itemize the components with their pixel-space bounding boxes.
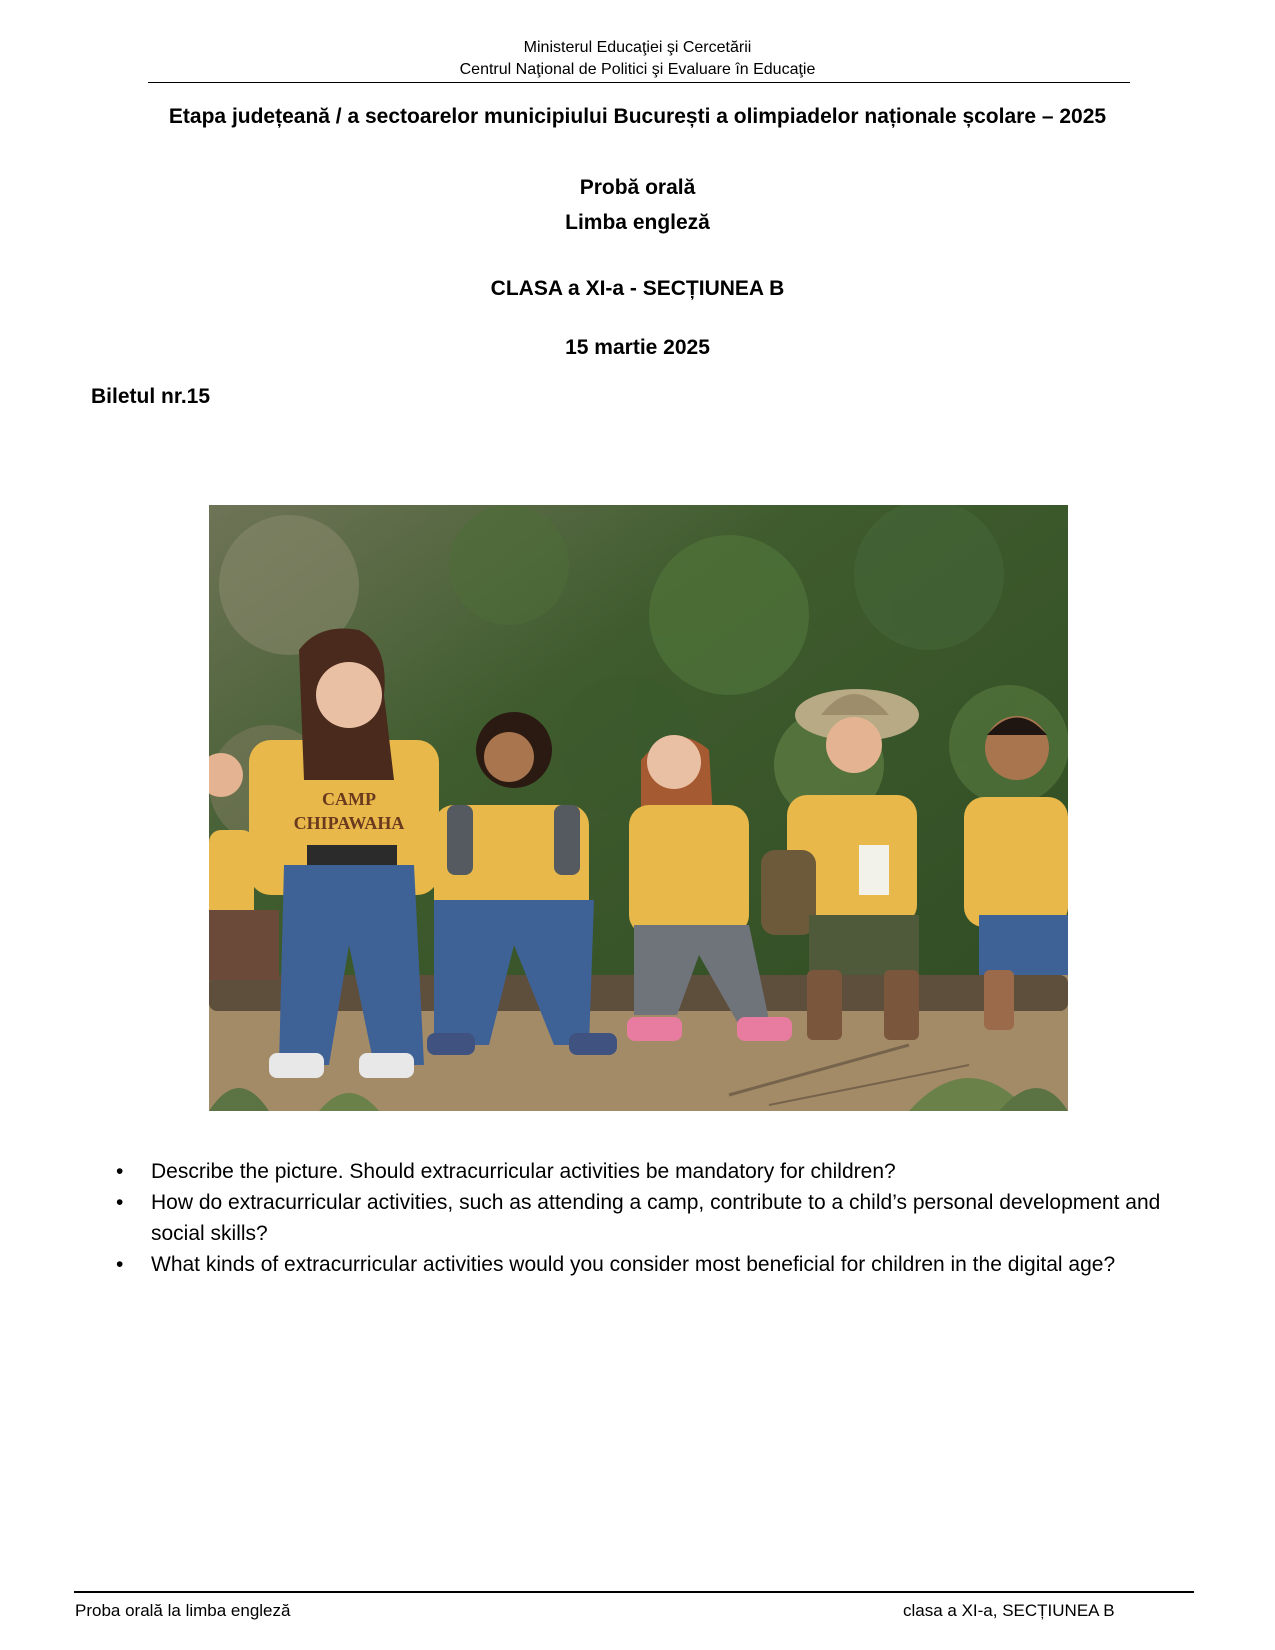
exam-date: 15 martie 2025	[565, 336, 710, 359]
list-item	[110, 1187, 1170, 1249]
list-item	[110, 1156, 1170, 1187]
camp-photo	[209, 505, 1068, 1111]
exam-type: Probă orală	[579, 176, 696, 199]
bullet-icon: •	[116, 1191, 124, 1214]
subject: Limba engleză	[565, 211, 710, 234]
list-item	[110, 1249, 1170, 1280]
ministry-name: Ministerul Educaţiei şi Cercetării	[523, 39, 752, 56]
class-section: CLASA a XI-a - SECȚIUNEA B	[490, 277, 785, 300]
ticket-number: Biletul nr.15	[91, 385, 211, 408]
shirt-chipawaha-label: CHIPAWAHA	[293, 813, 405, 833]
header-divider	[148, 82, 1130, 83]
center-name: Centrul Naţional de Politici şi Evaluare în Educaţie	[459, 61, 816, 78]
footer-divider	[74, 1591, 1194, 1593]
bullet-icon: •	[116, 1253, 124, 1276]
shirt-camp-label: CAMP	[322, 789, 376, 809]
olympiad-title: Etapa județeană / a sectoarelor municipiului București a olimpiadelor naționale școlare – 2025	[168, 105, 1107, 128]
footer-left-text: Proba orală la limba engleză	[75, 1601, 291, 1620]
footer-right-text: clasa a XI-a, SECȚIUNEA B	[903, 1601, 1115, 1620]
question-list	[110, 1156, 1170, 1280]
question-text: What kinds of extracurricular activities would you consider most beneficial for children in the digital age?	[151, 1253, 1116, 1276]
question-text: Describe the picture. Should extracurricular activities be mandatory for children?	[151, 1160, 896, 1183]
bullet-icon: •	[116, 1160, 124, 1183]
question-text: How do extracurricular activities, such as attending a camp, contribute to a child’s personal development and social skills?	[151, 1191, 1161, 1245]
